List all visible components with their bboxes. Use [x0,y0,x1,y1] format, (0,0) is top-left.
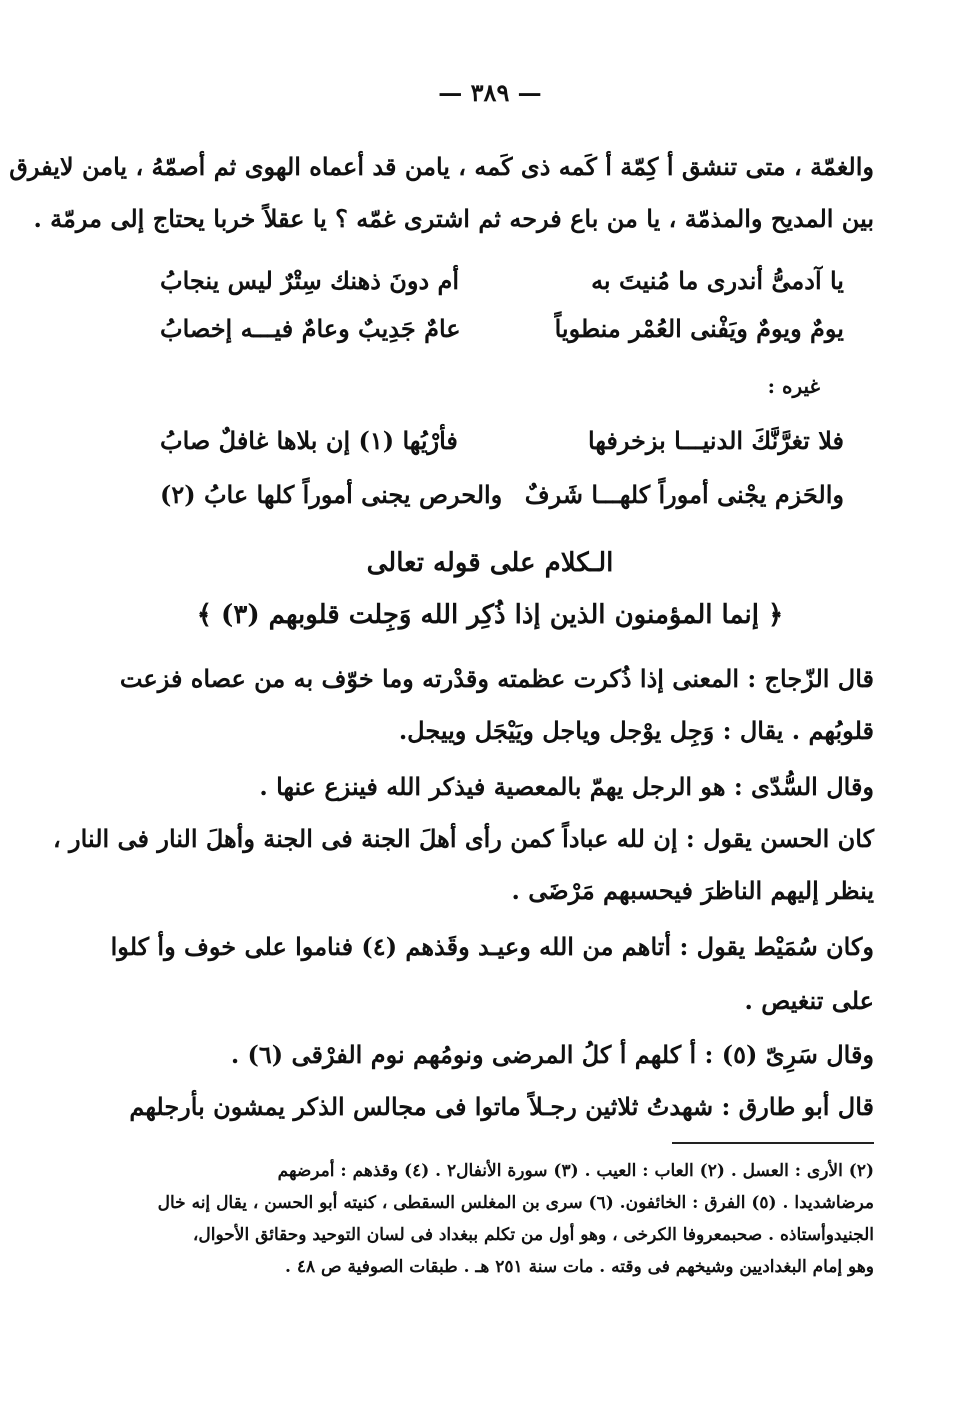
section-heading: الـكلام على قوله تعالى [366,548,614,578]
verse-4-second-hemistich: والحرص يجنى أموراً كلها عابُ (٢) [160,480,503,509]
tariq-line: قال أبو طارق : شهدتُ ثلاثين رجـلاً ماتوا فى مجالس الذكر يمشون بأرجلهم [129,1092,874,1121]
zajjaj-line-1: قال الزّجاج : المعنى إذا ذُكرت عظمته وقدْرته وما خوّف به من عصاه فزعت [119,664,874,693]
other-poet-label: غيره : [767,374,820,398]
verse-4-first-hemistich: والحَزم يجْنى أموراً كلهـــا شَرفٌ [524,480,844,509]
sumait-line-1: وكان سُمَيْط يقول : أتاهم من الله وعيـد وقَذهم (٤) فناموا على خوف وأ كلوا [110,932,874,961]
verse-row-4 [160,478,844,512]
verse-1-second-hemistich: أم دونَ ذهنك سِتْرٌ ليس ينجابُ [160,266,460,295]
verse-3-first-hemistich: فلا تغرَّنَّكَ الدنيـــا بزخرفها [587,426,844,455]
sumait-line-2: على تنغيص . [744,986,874,1015]
footnote-line-2: مرضاشديدا . (٥) الفرق : الخائفون. (٦) سرى بن المغلس السقطى ، كنيته أبو الحسن ، يقال إنه خال [157,1193,874,1213]
verse-row-3 [160,424,844,458]
page-number: — ٣٨٩ — [438,78,542,107]
verse-3-second-hemistich: فأرْيُها (١) إن بلاها غافلٌ صابُ [160,426,458,455]
footnote-line-3: الجنيدوأستاذه . صحبمعروفا الكرخى ، وهو أول من تكلم ببغداد فى لسان التوحيد وحقائق الأحوال، [192,1225,874,1245]
sari-line: وقال سَرِىّ (٥) : أ كلهم أ كلُ المرضى ونومُهم نوم الفرْقى (٦) . [230,1040,874,1069]
zajjaj-line-2: قلوبُهم . يقال : وَجِل يوْجل وياجل ويَيْجَل وييجل. [398,716,874,745]
intro-line-1: والغمّة ، متى تنشق أ كِمّة أ كَمه ذى كَمه ، يامن قد أعماه الهوى ثم أصمّهُ ، يامن لايفرق [9,152,874,181]
hasan-line-2: ينظر إليهم الناظرَ فيحسبهم مَرْضَى . [511,876,874,905]
verse-1-first-hemistich: يا آدمىُّ أندرى ما مُنيتَ به [591,266,844,295]
verse-2-first-hemistich: يومٌ ويومٌ ويَفْنى العُمْر منطوياً [554,314,844,343]
footnote-line-4: وهو إمام البغداديين وشيخهم فى وقته . مات سنة ٢٥١ هـ . طبقات الصوفية ص ٤٨ . [285,1257,874,1277]
verse-2-second-hemistich: عامٌ جَدِيبٌ وعامٌ فيـــه إخصابُ [160,314,461,343]
verse-row-1 [160,264,844,298]
intro-line-2: بين المديح والمذمّة ، يا من باع فرحه ثم اشترى غمّه ؟ يا عقلاً خربا يحتاج إلى مرمّة . [33,204,874,233]
suddi-line: وقال السُّدّى : هو الرجل يهمّ بالمعصية فيذكر الله فينزع عنها . [259,772,874,801]
quran-verse: ﴿ إنما المؤمنون الذين إذا ذُكِر الله وَجِلت قلوبهم (٣) ﴾ [196,600,784,630]
footnote-line-1: (٢) الأرى : العسل . (٢) العاب : العيب . (٣) سورة الأنفال٢ . (٤) وقذهم : أمرضهم [277,1161,874,1181]
footnote-separator [672,1142,874,1144]
hasan-line-1: كان الحسن يقول : إن لله عباداً كمن رأى أهلَ الجنة فى الجنة وأهلَ النار فى النار ، [52,824,874,853]
verse-row-2 [160,312,844,346]
